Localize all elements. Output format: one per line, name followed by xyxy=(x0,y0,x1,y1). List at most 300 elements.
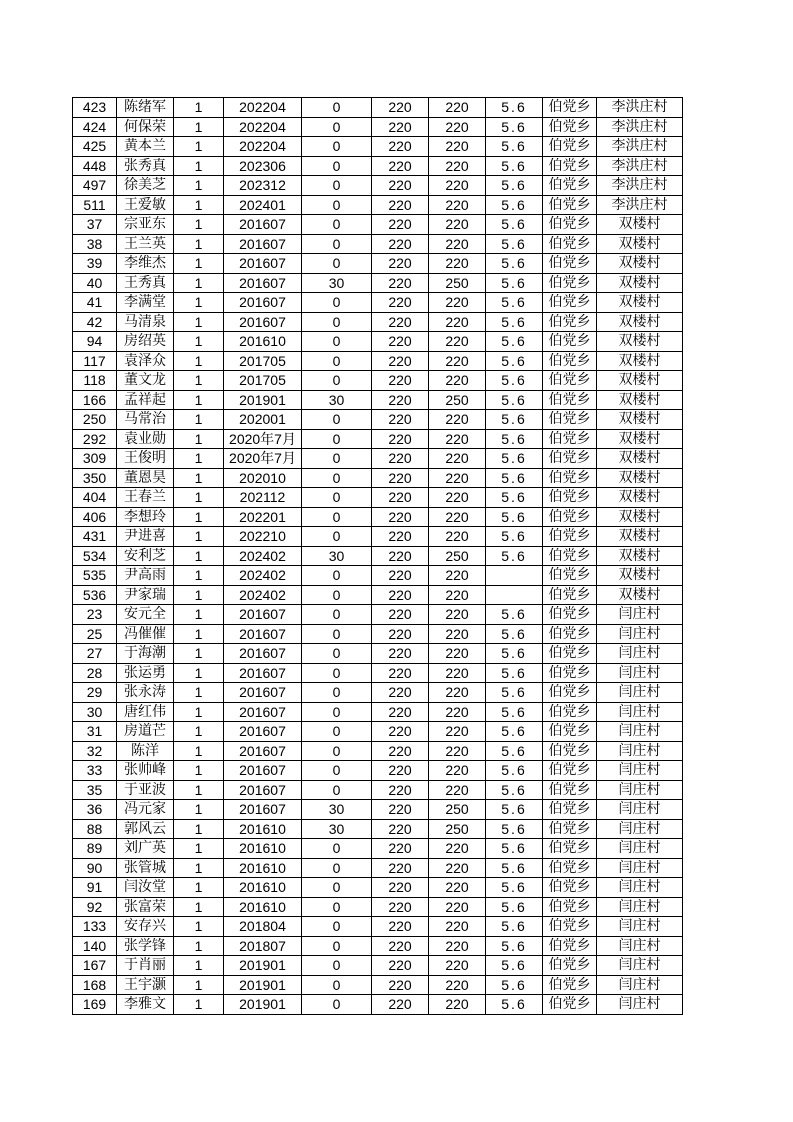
township-cell: 伯党乡 xyxy=(543,468,597,488)
date-cell: 202402 xyxy=(224,566,302,586)
date-cell: 201607 xyxy=(224,605,302,625)
name-cell: 袁业勋 xyxy=(117,429,174,449)
extra-cell: 0 xyxy=(302,761,372,781)
name-cell: 房绍英 xyxy=(117,332,174,352)
village-cell: 双楼村 xyxy=(597,527,683,547)
village-cell: 闫庄村 xyxy=(597,702,683,722)
name-cell: 陈洋 xyxy=(117,741,174,761)
name-cell: 安存兴 xyxy=(117,917,174,937)
table-row xyxy=(73,527,683,547)
name-cell: 于肖丽 xyxy=(117,956,174,976)
serial-cell: 431 xyxy=(73,527,117,547)
township-cell: 伯党乡 xyxy=(543,98,597,118)
date-cell: 202306 xyxy=(224,156,302,176)
total-cell: 220 xyxy=(429,663,486,683)
rate-cell: 5.6 xyxy=(486,683,543,703)
total-cell: 220 xyxy=(429,527,486,547)
township-cell: 伯党乡 xyxy=(543,975,597,995)
rate-cell: 5.6 xyxy=(486,605,543,625)
date-cell: 201607 xyxy=(224,273,302,293)
base-cell: 220 xyxy=(372,332,429,352)
base-cell: 220 xyxy=(372,98,429,118)
township-cell: 伯党乡 xyxy=(543,156,597,176)
name-cell: 袁泽众 xyxy=(117,351,174,371)
name-cell: 于海潮 xyxy=(117,644,174,664)
count-cell: 1 xyxy=(174,137,224,157)
village-cell: 闫庄村 xyxy=(597,858,683,878)
village-cell: 闫庄村 xyxy=(597,741,683,761)
table-row xyxy=(73,117,683,137)
total-cell: 220 xyxy=(429,293,486,313)
count-cell: 1 xyxy=(174,527,224,547)
date-cell: 202010 xyxy=(224,468,302,488)
extra-cell: 0 xyxy=(302,566,372,586)
rate-cell: 5.6 xyxy=(486,761,543,781)
total-cell: 220 xyxy=(429,702,486,722)
table-row xyxy=(73,722,683,742)
rate-cell: 5.6 xyxy=(486,332,543,352)
table-row xyxy=(73,195,683,215)
count-cell: 1 xyxy=(174,819,224,839)
extra-cell: 0 xyxy=(302,527,372,547)
extra-cell: 0 xyxy=(302,117,372,137)
base-cell: 220 xyxy=(372,351,429,371)
base-cell: 220 xyxy=(372,488,429,508)
table-row xyxy=(73,585,683,605)
rate-cell: 5.6 xyxy=(486,117,543,137)
date-cell: 201607 xyxy=(224,722,302,742)
total-cell: 220 xyxy=(429,780,486,800)
name-cell: 马清泉 xyxy=(117,312,174,332)
extra-cell: 0 xyxy=(302,332,372,352)
name-cell: 李雅文 xyxy=(117,995,174,1015)
name-cell: 张秀真 xyxy=(117,156,174,176)
township-cell: 伯党乡 xyxy=(543,605,597,625)
serial-cell: 92 xyxy=(73,897,117,917)
township-cell: 伯党乡 xyxy=(543,332,597,352)
total-cell: 220 xyxy=(429,351,486,371)
count-cell: 1 xyxy=(174,683,224,703)
total-cell: 220 xyxy=(429,683,486,703)
village-cell: 双楼村 xyxy=(597,371,683,391)
extra-cell: 0 xyxy=(302,995,372,1015)
rate-cell: 5.6 xyxy=(486,176,543,196)
rate-cell: 5.6 xyxy=(486,195,543,215)
date-cell: 201610 xyxy=(224,858,302,878)
count-cell: 1 xyxy=(174,273,224,293)
base-cell: 220 xyxy=(372,371,429,391)
serial-cell: 32 xyxy=(73,741,117,761)
village-cell: 闫庄村 xyxy=(597,936,683,956)
base-cell: 220 xyxy=(372,839,429,859)
extra-cell: 0 xyxy=(302,215,372,235)
count-cell: 1 xyxy=(174,624,224,644)
extra-cell: 0 xyxy=(302,936,372,956)
count-cell: 1 xyxy=(174,741,224,761)
count-cell: 1 xyxy=(174,663,224,683)
base-cell: 220 xyxy=(372,176,429,196)
total-cell: 220 xyxy=(429,507,486,527)
township-cell: 伯党乡 xyxy=(543,293,597,313)
extra-cell: 0 xyxy=(302,644,372,664)
count-cell: 1 xyxy=(174,98,224,118)
rate-cell: 5.6 xyxy=(486,897,543,917)
rate-cell: 5.6 xyxy=(486,624,543,644)
total-cell: 220 xyxy=(429,975,486,995)
count-cell: 1 xyxy=(174,410,224,430)
date-cell: 201607 xyxy=(224,761,302,781)
table-row xyxy=(73,254,683,274)
village-cell: 双楼村 xyxy=(597,410,683,430)
count-cell: 1 xyxy=(174,195,224,215)
rate-cell: 5.6 xyxy=(486,410,543,430)
name-cell: 冯催催 xyxy=(117,624,174,644)
total-cell: 220 xyxy=(429,176,486,196)
base-cell: 220 xyxy=(372,975,429,995)
total-cell: 220 xyxy=(429,566,486,586)
count-cell: 1 xyxy=(174,995,224,1015)
rate-cell: 5.6 xyxy=(486,273,543,293)
village-cell: 闫庄村 xyxy=(597,780,683,800)
extra-cell: 0 xyxy=(302,137,372,157)
table-row xyxy=(73,410,683,430)
extra-cell: 0 xyxy=(302,878,372,898)
table-row xyxy=(73,390,683,410)
extra-cell: 0 xyxy=(302,429,372,449)
base-cell: 220 xyxy=(372,995,429,1015)
date-cell: 201901 xyxy=(224,975,302,995)
serial-cell: 250 xyxy=(73,410,117,430)
village-cell: 双楼村 xyxy=(597,468,683,488)
base-cell: 220 xyxy=(372,663,429,683)
serial-cell: 42 xyxy=(73,312,117,332)
extra-cell: 0 xyxy=(302,683,372,703)
rate-cell xyxy=(486,585,543,605)
table-row xyxy=(73,468,683,488)
rate-cell: 5.6 xyxy=(486,917,543,937)
serial-cell: 448 xyxy=(73,156,117,176)
serial-cell: 94 xyxy=(73,332,117,352)
date-cell: 2020年7月 xyxy=(224,429,302,449)
rate-cell: 5.6 xyxy=(486,546,543,566)
serial-cell: 91 xyxy=(73,878,117,898)
township-cell: 伯党乡 xyxy=(543,429,597,449)
serial-cell: 118 xyxy=(73,371,117,391)
count-cell: 1 xyxy=(174,644,224,664)
roster-table xyxy=(72,97,683,1015)
serial-cell: 133 xyxy=(73,917,117,937)
village-cell: 闫庄村 xyxy=(597,605,683,625)
rate-cell: 5.6 xyxy=(486,351,543,371)
count-cell: 1 xyxy=(174,176,224,196)
township-cell: 伯党乡 xyxy=(543,683,597,703)
township-cell: 伯党乡 xyxy=(543,371,597,391)
serial-cell: 29 xyxy=(73,683,117,703)
count-cell: 1 xyxy=(174,215,224,235)
rate-cell: 5.6 xyxy=(486,98,543,118)
serial-cell: 31 xyxy=(73,722,117,742)
count-cell: 1 xyxy=(174,878,224,898)
name-cell: 张帅峰 xyxy=(117,761,174,781)
base-cell: 220 xyxy=(372,585,429,605)
name-cell: 王秀真 xyxy=(117,273,174,293)
table-row xyxy=(73,858,683,878)
table-row xyxy=(73,371,683,391)
name-cell: 闫汝堂 xyxy=(117,878,174,898)
township-cell: 伯党乡 xyxy=(543,917,597,937)
base-cell: 220 xyxy=(372,312,429,332)
township-cell: 伯党乡 xyxy=(543,780,597,800)
name-cell: 张运勇 xyxy=(117,663,174,683)
date-cell: 201807 xyxy=(224,936,302,956)
serial-cell: 167 xyxy=(73,956,117,976)
total-cell: 220 xyxy=(429,215,486,235)
table-row xyxy=(73,156,683,176)
total-cell: 220 xyxy=(429,605,486,625)
date-cell: 201901 xyxy=(224,995,302,1015)
rate-cell: 5.6 xyxy=(486,156,543,176)
extra-cell: 0 xyxy=(302,858,372,878)
village-cell: 双楼村 xyxy=(597,312,683,332)
extra-cell: 0 xyxy=(302,917,372,937)
name-cell: 尹高雨 xyxy=(117,566,174,586)
serial-cell: 350 xyxy=(73,468,117,488)
township-cell: 伯党乡 xyxy=(543,800,597,820)
township-cell: 伯党乡 xyxy=(543,195,597,215)
name-cell: 张富荣 xyxy=(117,897,174,917)
extra-cell: 0 xyxy=(302,624,372,644)
table-row xyxy=(73,312,683,332)
name-cell: 李满堂 xyxy=(117,293,174,313)
extra-cell: 0 xyxy=(302,722,372,742)
rate-cell: 5.6 xyxy=(486,429,543,449)
table-row xyxy=(73,215,683,235)
serial-cell: 38 xyxy=(73,234,117,254)
name-cell: 王宇灏 xyxy=(117,975,174,995)
base-cell: 220 xyxy=(372,819,429,839)
serial-cell: 25 xyxy=(73,624,117,644)
table-row xyxy=(73,449,683,469)
total-cell: 250 xyxy=(429,800,486,820)
township-cell: 伯党乡 xyxy=(543,585,597,605)
date-cell: 201610 xyxy=(224,839,302,859)
name-cell: 刘广英 xyxy=(117,839,174,859)
village-cell: 闫庄村 xyxy=(597,819,683,839)
base-cell: 220 xyxy=(372,254,429,274)
count-cell: 1 xyxy=(174,702,224,722)
total-cell: 220 xyxy=(429,371,486,391)
count-cell: 1 xyxy=(174,800,224,820)
extra-cell: 0 xyxy=(302,663,372,683)
total-cell: 220 xyxy=(429,156,486,176)
total-cell: 250 xyxy=(429,546,486,566)
table-row xyxy=(73,975,683,995)
township-cell: 伯党乡 xyxy=(543,273,597,293)
date-cell: 201607 xyxy=(224,644,302,664)
name-cell: 徐美芝 xyxy=(117,176,174,196)
date-cell: 201804 xyxy=(224,917,302,937)
village-cell: 闫庄村 xyxy=(597,663,683,683)
table-row xyxy=(73,234,683,254)
extra-cell: 0 xyxy=(302,585,372,605)
rate-cell: 5.6 xyxy=(486,800,543,820)
count-cell: 1 xyxy=(174,780,224,800)
total-cell: 220 xyxy=(429,956,486,976)
rate-cell: 5.6 xyxy=(486,858,543,878)
date-cell: 201705 xyxy=(224,371,302,391)
extra-cell: 30 xyxy=(302,273,372,293)
village-cell: 李洪庄村 xyxy=(597,98,683,118)
township-cell: 伯党乡 xyxy=(543,995,597,1015)
rate-cell: 5.6 xyxy=(486,975,543,995)
serial-cell: 30 xyxy=(73,702,117,722)
extra-cell: 0 xyxy=(302,780,372,800)
rate-cell: 5.6 xyxy=(486,722,543,742)
name-cell: 何保荣 xyxy=(117,117,174,137)
extra-cell: 0 xyxy=(302,98,372,118)
table-row xyxy=(73,800,683,820)
name-cell: 李维杰 xyxy=(117,254,174,274)
village-cell: 双楼村 xyxy=(597,488,683,508)
extra-cell: 0 xyxy=(302,351,372,371)
table-row xyxy=(73,293,683,313)
village-cell: 闫庄村 xyxy=(597,878,683,898)
extra-cell: 0 xyxy=(302,410,372,430)
count-cell: 1 xyxy=(174,761,224,781)
base-cell: 220 xyxy=(372,702,429,722)
total-cell: 220 xyxy=(429,761,486,781)
count-cell: 1 xyxy=(174,390,224,410)
extra-cell: 0 xyxy=(302,956,372,976)
serial-cell: 27 xyxy=(73,644,117,664)
name-cell: 马常治 xyxy=(117,410,174,430)
village-cell: 双楼村 xyxy=(597,546,683,566)
total-cell: 220 xyxy=(429,410,486,430)
rate-cell: 5.6 xyxy=(486,995,543,1015)
name-cell: 陈绪军 xyxy=(117,98,174,118)
date-cell: 201607 xyxy=(224,780,302,800)
count-cell: 1 xyxy=(174,566,224,586)
total-cell: 220 xyxy=(429,839,486,859)
base-cell: 220 xyxy=(372,117,429,137)
township-cell: 伯党乡 xyxy=(543,839,597,859)
count-cell: 1 xyxy=(174,897,224,917)
base-cell: 220 xyxy=(372,527,429,547)
village-cell: 李洪庄村 xyxy=(597,176,683,196)
count-cell: 1 xyxy=(174,488,224,508)
name-cell: 张学锋 xyxy=(117,936,174,956)
extra-cell: 0 xyxy=(302,605,372,625)
extra-cell: 30 xyxy=(302,390,372,410)
serial-cell: 33 xyxy=(73,761,117,781)
township-cell: 伯党乡 xyxy=(543,878,597,898)
township-cell: 伯党乡 xyxy=(543,858,597,878)
table-row xyxy=(73,605,683,625)
rate-cell: 5.6 xyxy=(486,234,543,254)
total-cell: 220 xyxy=(429,312,486,332)
total-cell: 220 xyxy=(429,722,486,742)
total-cell: 220 xyxy=(429,917,486,937)
village-cell: 双楼村 xyxy=(597,566,683,586)
table-row xyxy=(73,546,683,566)
table-row xyxy=(73,936,683,956)
base-cell: 220 xyxy=(372,761,429,781)
date-cell: 202204 xyxy=(224,98,302,118)
name-cell: 房道芒 xyxy=(117,722,174,742)
count-cell: 1 xyxy=(174,722,224,742)
rate-cell: 5.6 xyxy=(486,293,543,313)
rate-cell: 5.6 xyxy=(486,468,543,488)
count-cell: 1 xyxy=(174,293,224,313)
table-row xyxy=(73,683,683,703)
extra-cell: 0 xyxy=(302,488,372,508)
count-cell: 1 xyxy=(174,468,224,488)
serial-cell: 35 xyxy=(73,780,117,800)
base-cell: 220 xyxy=(372,605,429,625)
table-row xyxy=(73,137,683,157)
village-cell: 闫庄村 xyxy=(597,975,683,995)
extra-cell: 0 xyxy=(302,293,372,313)
total-cell: 220 xyxy=(429,624,486,644)
date-cell: 201610 xyxy=(224,819,302,839)
extra-cell: 0 xyxy=(302,254,372,274)
village-cell: 闫庄村 xyxy=(597,624,683,644)
base-cell: 220 xyxy=(372,624,429,644)
total-cell: 220 xyxy=(429,995,486,1015)
extra-cell: 30 xyxy=(302,800,372,820)
table-row xyxy=(73,878,683,898)
township-cell: 伯党乡 xyxy=(543,351,597,371)
serial-cell: 511 xyxy=(73,195,117,215)
table-row xyxy=(73,663,683,683)
table-row xyxy=(73,176,683,196)
rate-cell: 5.6 xyxy=(486,878,543,898)
count-cell: 1 xyxy=(174,234,224,254)
village-cell: 双楼村 xyxy=(597,351,683,371)
total-cell: 220 xyxy=(429,468,486,488)
date-cell: 201901 xyxy=(224,390,302,410)
name-cell: 安元全 xyxy=(117,605,174,625)
name-cell: 郭风云 xyxy=(117,819,174,839)
base-cell: 220 xyxy=(372,683,429,703)
name-cell: 张管城 xyxy=(117,858,174,878)
rate-cell: 5.6 xyxy=(486,507,543,527)
total-cell: 220 xyxy=(429,449,486,469)
serial-cell: 88 xyxy=(73,819,117,839)
village-cell: 闫庄村 xyxy=(597,897,683,917)
name-cell: 王俊明 xyxy=(117,449,174,469)
rate-cell: 5.6 xyxy=(486,137,543,157)
township-cell: 伯党乡 xyxy=(543,449,597,469)
extra-cell: 0 xyxy=(302,449,372,469)
village-cell: 闫庄村 xyxy=(597,995,683,1015)
table-row xyxy=(73,624,683,644)
name-cell: 尹家瑞 xyxy=(117,585,174,605)
count-cell: 1 xyxy=(174,546,224,566)
date-cell: 201607 xyxy=(224,663,302,683)
serial-cell: 406 xyxy=(73,507,117,527)
total-cell: 220 xyxy=(429,897,486,917)
serial-cell: 423 xyxy=(73,98,117,118)
base-cell: 220 xyxy=(372,878,429,898)
village-cell: 闫庄村 xyxy=(597,956,683,976)
village-cell: 李洪庄村 xyxy=(597,156,683,176)
village-cell: 闫庄村 xyxy=(597,683,683,703)
township-cell: 伯党乡 xyxy=(543,722,597,742)
serial-cell: 39 xyxy=(73,254,117,274)
base-cell: 220 xyxy=(372,644,429,664)
serial-cell: 169 xyxy=(73,995,117,1015)
